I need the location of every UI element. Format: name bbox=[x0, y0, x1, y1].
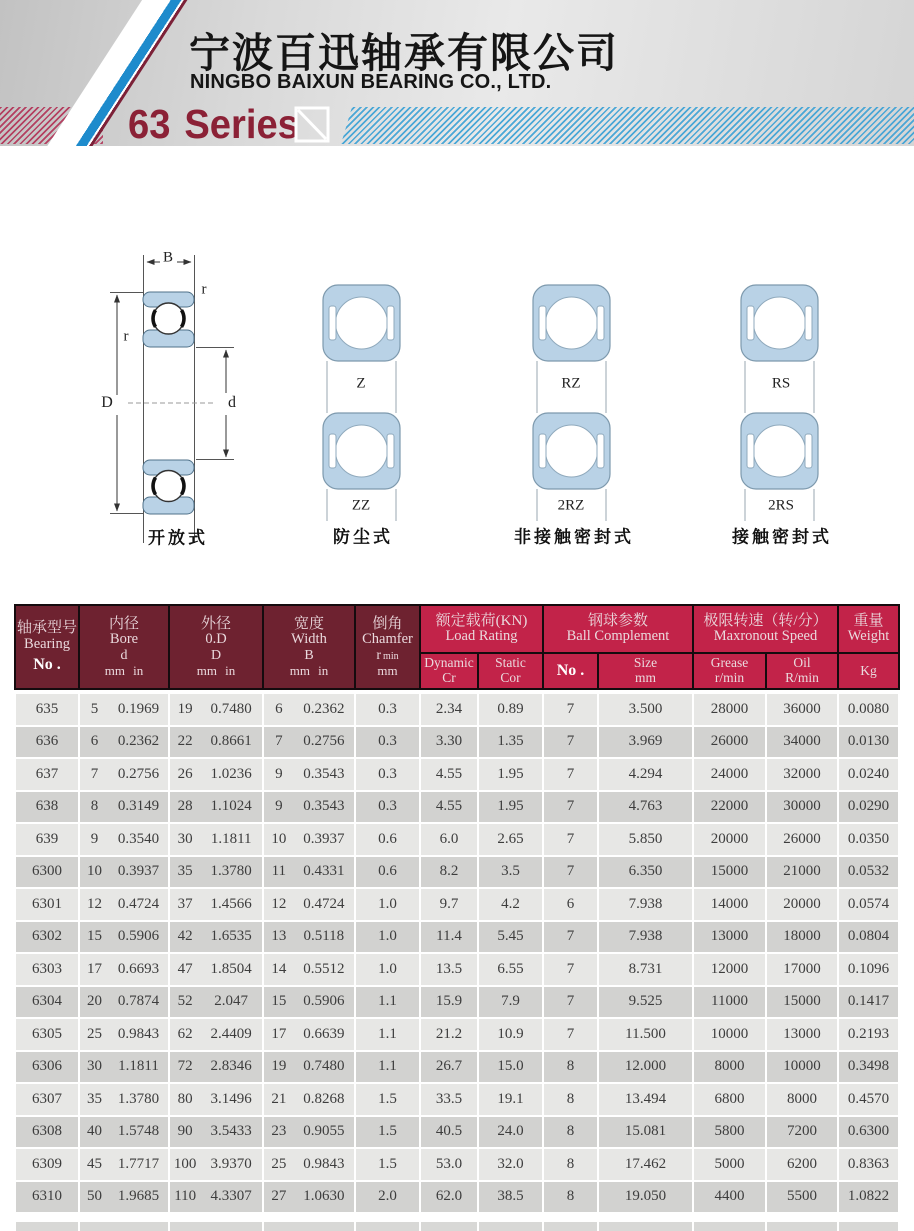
cell-dynamic-cr: 4.55 bbox=[421, 759, 477, 790]
cell-dynamic-cr: 62.0 bbox=[421, 1182, 477, 1213]
cell-outer-diameter: 30 1.1811 bbox=[170, 824, 262, 855]
cell-width bbox=[264, 1222, 354, 1231]
cell-ball-size: 4.763 bbox=[599, 792, 692, 823]
table-row bbox=[16, 857, 898, 888]
cell-oil-speed: 13000 bbox=[767, 1019, 837, 1050]
cell-width: 21 0.8268 bbox=[264, 1084, 354, 1115]
cell-grease-speed: 8000 bbox=[694, 1052, 765, 1083]
cell-outer-diameter: 37 1.4566 bbox=[170, 889, 262, 920]
cell-ball-no bbox=[544, 1222, 597, 1231]
cell-bearing-no: 637 bbox=[16, 759, 78, 790]
header-bore: 内径 Bore d mm in bbox=[80, 606, 168, 688]
cell-grease-speed: 24000 bbox=[694, 759, 765, 790]
cell-chamfer: 0.6 bbox=[356, 824, 419, 855]
cell-bore: 8 0.3149 bbox=[80, 792, 168, 823]
cell-static-cor: 5.45 bbox=[479, 922, 542, 953]
cell-outer-diameter: 62 2.4409 bbox=[170, 1019, 262, 1050]
cell-width: 23 0.9055 bbox=[264, 1117, 354, 1148]
cell-oil-speed: 7200 bbox=[767, 1117, 837, 1148]
cell-ball-size: 5.850 bbox=[599, 824, 692, 855]
table-body bbox=[16, 694, 898, 1231]
cell-bore: 35 1.3780 bbox=[80, 1084, 168, 1115]
cell-oil-speed: 30000 bbox=[767, 792, 837, 823]
cell-grease-speed: 6800 bbox=[694, 1084, 765, 1115]
cell-ball-no: 6 bbox=[544, 889, 597, 920]
cell-ball-no: 8 bbox=[544, 1149, 597, 1180]
cell-grease-speed: 11000 bbox=[694, 987, 765, 1018]
cell-chamfer: 1.0 bbox=[356, 954, 419, 985]
table-row bbox=[16, 1084, 898, 1115]
cell-weight bbox=[839, 1222, 898, 1231]
cell-bearing-no: 6308 bbox=[16, 1117, 78, 1148]
cell-grease-speed: 4400 bbox=[694, 1182, 765, 1213]
cell-bore: 9 0.3540 bbox=[80, 824, 168, 855]
cell-ball-size: 11.500 bbox=[599, 1019, 692, 1050]
cell-weight: 0.0080 bbox=[839, 694, 898, 725]
cell-grease-speed: 12000 bbox=[694, 954, 765, 985]
cell-dynamic-cr: 40.5 bbox=[421, 1117, 477, 1148]
cell-static-cor: 19.1 bbox=[479, 1084, 542, 1115]
cell-weight: 0.0290 bbox=[839, 792, 898, 823]
series-word: Series bbox=[184, 101, 299, 146]
cell-bore: 5 0.1969 bbox=[80, 694, 168, 725]
cell-ball-size: 3.969 bbox=[599, 727, 692, 758]
cell-outer-diameter: 80 3.1496 bbox=[170, 1084, 262, 1115]
cell-static-cor: 1.35 bbox=[479, 727, 542, 758]
cell-bearing-no: 6307 bbox=[16, 1084, 78, 1115]
header-load-rating: 额定载荷(KN) Load Rating bbox=[421, 606, 542, 652]
cell-bore: 40 1.5748 bbox=[80, 1117, 168, 1148]
header-width: 宽度 Width B mm in bbox=[264, 606, 354, 688]
cell-chamfer: 0.3 bbox=[356, 759, 419, 790]
table-row bbox=[16, 824, 898, 855]
cell-chamfer: 0.3 bbox=[356, 694, 419, 725]
cell-static-cor: 32.0 bbox=[479, 1149, 542, 1180]
cell-weight: 0.0804 bbox=[839, 922, 898, 953]
dim-label-r-left: r bbox=[123, 328, 129, 345]
cell-dynamic-cr: 3.30 bbox=[421, 727, 477, 758]
cell-weight: 0.6300 bbox=[839, 1117, 898, 1148]
cell-ball-no: 7 bbox=[544, 987, 597, 1018]
cell-width: 25 0.9843 bbox=[264, 1149, 354, 1180]
cell-static-cor: 6.55 bbox=[479, 954, 542, 985]
icon-label-2rs: 2RS bbox=[768, 497, 794, 514]
cell-static-cor: 10.9 bbox=[479, 1019, 542, 1050]
cell-dynamic-cr: 9.7 bbox=[421, 889, 477, 920]
cell-outer-diameter: 52 2.047 bbox=[170, 987, 262, 1018]
company-name-en: NINGBO BAIXUN BEARING CO., LTD. bbox=[190, 71, 552, 93]
icon-label-zz: ZZ bbox=[351, 497, 371, 514]
series-number: 63 bbox=[128, 101, 171, 146]
cell-chamfer: 1.1 bbox=[356, 1052, 419, 1083]
cell-static-cor bbox=[479, 1222, 542, 1231]
cell-width: 15 0.5906 bbox=[264, 987, 354, 1018]
cell-weight: 0.0240 bbox=[839, 759, 898, 790]
cell-chamfer: 1.5 bbox=[356, 1084, 419, 1115]
header-grease-speed: Grease r/min bbox=[694, 654, 765, 688]
cell-bore: 20 0.7874 bbox=[80, 987, 168, 1018]
cell-oil-speed: 18000 bbox=[767, 922, 837, 953]
cell-ball-size: 4.294 bbox=[599, 759, 692, 790]
cell-ball-no: 7 bbox=[544, 792, 597, 823]
cell-oil-speed: 6200 bbox=[767, 1149, 837, 1180]
cell-dynamic-cr: 11.4 bbox=[421, 922, 477, 953]
cell-outer-diameter: 90 3.5433 bbox=[170, 1117, 262, 1148]
page-header bbox=[0, 0, 914, 146]
cell-chamfer bbox=[356, 1222, 419, 1231]
header-weight-kg: Kg bbox=[839, 654, 898, 688]
header-ball-complement: 钢球参数 Ball Complement bbox=[544, 606, 692, 652]
cell-width: 27 1.0630 bbox=[264, 1182, 354, 1213]
table-row bbox=[16, 1052, 898, 1083]
header-outer-diameter: 外径 0.D D mm in bbox=[170, 606, 262, 688]
cell-ball-size: 7.938 bbox=[599, 922, 692, 953]
cell-grease-speed: 14000 bbox=[694, 889, 765, 920]
icon-label-2rz: 2RZ bbox=[557, 497, 585, 514]
cell-ball-no: 7 bbox=[544, 727, 597, 758]
cell-bearing-no: 638 bbox=[16, 792, 78, 823]
cell-outer-diameter: 35 1.3780 bbox=[170, 857, 262, 888]
cell-ball-size: 12.000 bbox=[599, 1052, 692, 1083]
cell-outer-diameter: 47 1.8504 bbox=[170, 954, 262, 985]
cell-weight: 0.1417 bbox=[839, 987, 898, 1018]
cell-static-cor: 1.95 bbox=[479, 792, 542, 823]
table-row bbox=[16, 792, 898, 823]
cell-bearing-no: 6309 bbox=[16, 1149, 78, 1180]
cell-bearing-no: 6304 bbox=[16, 987, 78, 1018]
cell-dynamic-cr: 33.5 bbox=[421, 1084, 477, 1115]
cell-bore: 12 0.4724 bbox=[80, 889, 168, 920]
cell-oil-speed: 20000 bbox=[767, 889, 837, 920]
cell-bore: 25 0.9843 bbox=[80, 1019, 168, 1050]
cell-bore: 15 0.5906 bbox=[80, 922, 168, 953]
cell-bore: 17 0.6693 bbox=[80, 954, 168, 985]
cell-bearing-no bbox=[16, 1222, 78, 1231]
cell-bore: 7 0.2756 bbox=[80, 759, 168, 790]
cell-grease-speed: 26000 bbox=[694, 727, 765, 758]
cell-ball-size: 19.050 bbox=[599, 1182, 692, 1213]
cell-static-cor: 2.65 bbox=[479, 824, 542, 855]
cell-chamfer: 1.5 bbox=[356, 1117, 419, 1148]
cell-chamfer: 0.6 bbox=[356, 857, 419, 888]
cell-grease-speed: 5800 bbox=[694, 1117, 765, 1148]
square-diagonal-logo-icon bbox=[294, 106, 330, 146]
cell-width: 17 0.6639 bbox=[264, 1019, 354, 1050]
cell-ball-size: 13.494 bbox=[599, 1084, 692, 1115]
table-row bbox=[16, 727, 898, 758]
cell-ball-no: 7 bbox=[544, 857, 597, 888]
cell-grease-speed: 20000 bbox=[694, 824, 765, 855]
cell-oil-speed: 36000 bbox=[767, 694, 837, 725]
header-ball-size: Size mm bbox=[599, 654, 692, 688]
cell-chamfer: 1.0 bbox=[356, 889, 419, 920]
cell-ball-size bbox=[599, 1222, 692, 1231]
table-row bbox=[16, 922, 898, 953]
cell-oil-speed: 34000 bbox=[767, 727, 837, 758]
table-row bbox=[16, 987, 898, 1018]
cell-weight: 0.0574 bbox=[839, 889, 898, 920]
cell-bore: 6 0.2362 bbox=[80, 727, 168, 758]
cell-static-cor: 15.0 bbox=[479, 1052, 542, 1083]
cell-oil-speed: 21000 bbox=[767, 857, 837, 888]
cell-ball-no: 8 bbox=[544, 1182, 597, 1213]
table-row bbox=[16, 954, 898, 985]
table-row bbox=[16, 759, 898, 790]
cell-width: 7 0.2756 bbox=[264, 727, 354, 758]
table-row bbox=[16, 1149, 898, 1180]
cell-static-cor: 1.95 bbox=[479, 759, 542, 790]
company-name-cn: 宁波百迅轴承有限公司 bbox=[189, 30, 619, 76]
cell-bore bbox=[80, 1222, 168, 1231]
caption-noncontact-type: 非接触密封式 bbox=[514, 527, 634, 547]
table-row-partial bbox=[16, 1222, 898, 1231]
cell-bore: 45 1.7717 bbox=[80, 1149, 168, 1180]
header-max-speed: 极限转速（转/分） Maxronout Speed bbox=[694, 606, 837, 652]
cell-chamfer: 2.0 bbox=[356, 1182, 419, 1213]
cell-dynamic-cr: 53.0 bbox=[421, 1149, 477, 1180]
cell-oil-speed: 15000 bbox=[767, 987, 837, 1018]
cell-dynamic-cr: 8.2 bbox=[421, 857, 477, 888]
cell-weight: 0.1096 bbox=[839, 954, 898, 985]
caption-contact-type: 接触密封式 bbox=[732, 527, 832, 547]
cell-grease-speed: 5000 bbox=[694, 1149, 765, 1180]
cell-width: 19 0.7480 bbox=[264, 1052, 354, 1083]
cell-grease-speed: 15000 bbox=[694, 857, 765, 888]
cell-weight: 0.2193 bbox=[839, 1019, 898, 1050]
cell-bearing-no: 6310 bbox=[16, 1182, 78, 1213]
cell-chamfer: 1.0 bbox=[356, 922, 419, 953]
cell-oil-speed: 26000 bbox=[767, 824, 837, 855]
cell-weight: 0.8363 bbox=[839, 1149, 898, 1180]
cell-width: 10 0.3937 bbox=[264, 824, 354, 855]
header-static-cor: Static Cor bbox=[479, 654, 542, 688]
header-ball-no: No . bbox=[544, 654, 597, 688]
cell-bearing-no: 636 bbox=[16, 727, 78, 758]
cell-width: 14 0.5512 bbox=[264, 954, 354, 985]
cell-ball-size: 15.081 bbox=[599, 1117, 692, 1148]
cell-static-cor: 24.0 bbox=[479, 1117, 542, 1148]
cell-outer-diameter: 100 3.9370 bbox=[170, 1149, 262, 1180]
cell-dynamic-cr: 6.0 bbox=[421, 824, 477, 855]
dim-label-d-inner: d bbox=[228, 394, 236, 411]
header-bearing-no: 轴承型号 Bearing No . bbox=[16, 606, 78, 688]
cell-ball-size: 17.462 bbox=[599, 1149, 692, 1180]
table-row bbox=[16, 1019, 898, 1050]
cell-ball-no: 8 bbox=[544, 1117, 597, 1148]
cell-bore: 30 1.1811 bbox=[80, 1052, 168, 1083]
table-row bbox=[16, 694, 898, 725]
cell-grease-speed: 10000 bbox=[694, 1019, 765, 1050]
table-row bbox=[16, 1182, 898, 1213]
cell-oil-speed: 8000 bbox=[767, 1084, 837, 1115]
cell-dynamic-cr: 13.5 bbox=[421, 954, 477, 985]
cell-ball-no: 7 bbox=[544, 1019, 597, 1050]
cell-static-cor: 38.5 bbox=[479, 1182, 542, 1213]
cell-grease-speed bbox=[694, 1222, 765, 1231]
cell-bearing-no: 6305 bbox=[16, 1019, 78, 1050]
cell-ball-no: 7 bbox=[544, 824, 597, 855]
cell-weight: 0.0532 bbox=[839, 857, 898, 888]
cell-width: 13 0.5118 bbox=[264, 922, 354, 953]
cell-width: 9 0.3543 bbox=[264, 759, 354, 790]
cell-chamfer: 1.5 bbox=[356, 1149, 419, 1180]
cell-dynamic-cr: 15.9 bbox=[421, 987, 477, 1018]
cell-ball-no: 7 bbox=[544, 954, 597, 985]
cell-bearing-no: 6302 bbox=[16, 922, 78, 953]
cell-outer-diameter: 28 1.1024 bbox=[170, 792, 262, 823]
cell-grease-speed: 13000 bbox=[694, 922, 765, 953]
cell-static-cor: 0.89 bbox=[479, 694, 542, 725]
cell-bearing-no: 639 bbox=[16, 824, 78, 855]
cell-oil-speed: 5500 bbox=[767, 1182, 837, 1213]
cell-outer-diameter: 19 0.7480 bbox=[170, 694, 262, 725]
cell-grease-speed: 28000 bbox=[694, 694, 765, 725]
dim-label-b: B bbox=[162, 249, 174, 266]
cell-ball-no: 7 bbox=[544, 759, 597, 790]
cell-dynamic-cr: 2.34 bbox=[421, 694, 477, 725]
cell-static-cor: 3.5 bbox=[479, 857, 542, 888]
cell-outer-diameter: 26 1.0236 bbox=[170, 759, 262, 790]
cell-ball-no: 8 bbox=[544, 1052, 597, 1083]
cell-ball-no: 8 bbox=[544, 1084, 597, 1115]
cell-chamfer: 0.3 bbox=[356, 727, 419, 758]
cell-width: 12 0.4724 bbox=[264, 889, 354, 920]
cell-width: 9 0.3543 bbox=[264, 792, 354, 823]
cell-ball-size: 6.350 bbox=[599, 857, 692, 888]
cell-grease-speed: 22000 bbox=[694, 792, 765, 823]
cell-bearing-no: 6303 bbox=[16, 954, 78, 985]
cell-bearing-no: 6300 bbox=[16, 857, 78, 888]
cell-static-cor: 4.2 bbox=[479, 889, 542, 920]
cell-bore: 50 1.9685 bbox=[80, 1182, 168, 1213]
series-title bbox=[128, 101, 299, 146]
cell-ball-size: 3.500 bbox=[599, 694, 692, 725]
cell-weight: 0.0130 bbox=[839, 727, 898, 758]
dim-label-d-outer: D bbox=[101, 394, 113, 411]
cell-oil-speed: 32000 bbox=[767, 759, 837, 790]
cell-weight: 0.4570 bbox=[839, 1084, 898, 1115]
cell-bearing-no: 635 bbox=[16, 694, 78, 725]
cell-dynamic-cr: 26.7 bbox=[421, 1052, 477, 1083]
cell-bearing-no: 6301 bbox=[16, 889, 78, 920]
cell-oil-speed: 10000 bbox=[767, 1052, 837, 1083]
blue-hatch-band bbox=[341, 107, 914, 144]
header-oil-speed: Oil R/min bbox=[767, 654, 837, 688]
cell-ball-size: 9.525 bbox=[599, 987, 692, 1018]
cell-width: 6 0.2362 bbox=[264, 694, 354, 725]
cell-outer-diameter: 42 1.6535 bbox=[170, 922, 262, 953]
cell-dynamic-cr: 4.55 bbox=[421, 792, 477, 823]
cell-weight: 0.3498 bbox=[839, 1052, 898, 1083]
icon-label-rs: RS bbox=[771, 375, 791, 392]
cell-ball-size: 8.731 bbox=[599, 954, 692, 985]
cell-static-cor: 7.9 bbox=[479, 987, 542, 1018]
caption-open-type: 开放式 bbox=[148, 528, 208, 548]
header-chamfer: 倒角 Chamfer r min mm bbox=[356, 606, 419, 688]
cell-oil-speed: 17000 bbox=[767, 954, 837, 985]
cell-oil-speed bbox=[767, 1222, 837, 1231]
cell-outer-diameter: 22 0.8661 bbox=[170, 727, 262, 758]
cell-outer-diameter: 110 4.3307 bbox=[170, 1182, 262, 1213]
cell-weight: 1.0822 bbox=[839, 1182, 898, 1213]
cell-chamfer: 1.1 bbox=[356, 987, 419, 1018]
header-dynamic-cr: Dynamic Cr bbox=[421, 654, 477, 688]
icon-label-rz: RZ bbox=[561, 375, 581, 392]
cell-ball-size: 7.938 bbox=[599, 889, 692, 920]
caption-dust-type: 防尘式 bbox=[333, 527, 393, 547]
cell-chamfer: 1.1 bbox=[356, 1019, 419, 1050]
cell-dynamic-cr: 21.2 bbox=[421, 1019, 477, 1050]
icon-label-z: Z bbox=[356, 375, 366, 392]
table-row bbox=[16, 1117, 898, 1148]
cell-dynamic-cr bbox=[421, 1222, 477, 1231]
cell-ball-no: 7 bbox=[544, 922, 597, 953]
cell-chamfer: 0.3 bbox=[356, 792, 419, 823]
cell-width: 11 0.4331 bbox=[264, 857, 354, 888]
cell-bearing-no: 6306 bbox=[16, 1052, 78, 1083]
table-header bbox=[14, 604, 900, 690]
cell-ball-no: 7 bbox=[544, 694, 597, 725]
cell-weight: 0.0350 bbox=[839, 824, 898, 855]
header-weight: 重量 Weight bbox=[839, 606, 898, 652]
table-row bbox=[16, 889, 898, 920]
cell-outer-diameter: 72 2.8346 bbox=[170, 1052, 262, 1083]
dim-label-r-top: r bbox=[201, 281, 207, 298]
cell-outer-diameter bbox=[170, 1222, 262, 1231]
cell-bore: 10 0.3937 bbox=[80, 857, 168, 888]
